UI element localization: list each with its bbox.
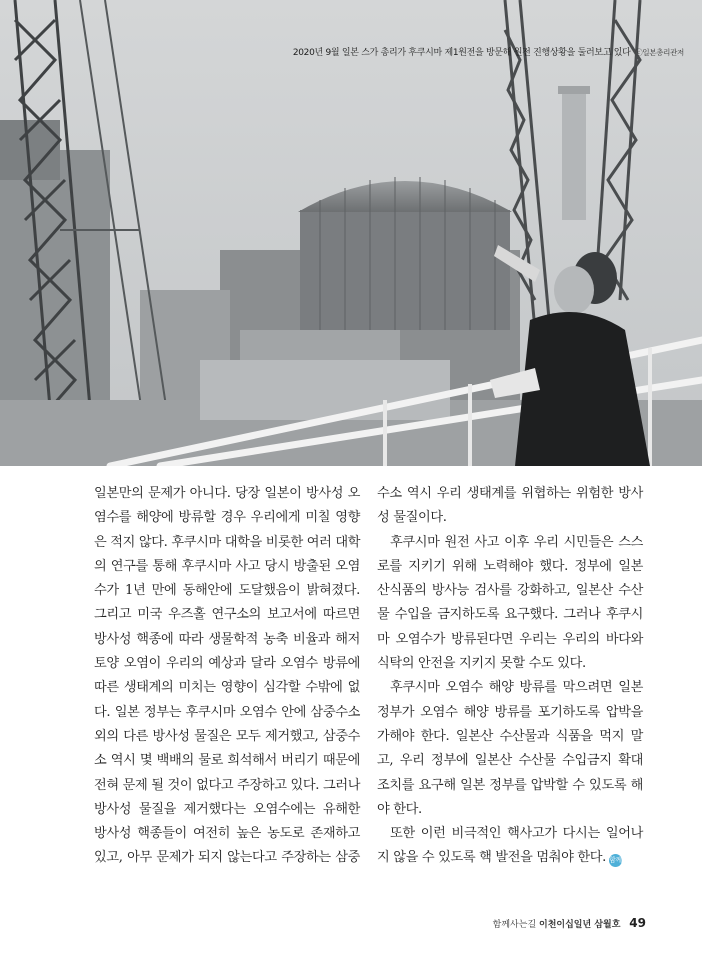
text-line: 마 오염수가 방류된다면 우리는 우리의 바다와 <box>377 631 643 647</box>
text-line: 산식품의 방사능 검사를 강화하고, 일본산 수산 <box>377 583 643 599</box>
text-line: 전혀 문제 될 것이 없다고 주장하고 있다. 그러나 <box>94 777 361 793</box>
paragraph <box>94 482 360 871</box>
text-line: 있고, 아무 문제가 되지 않는다고 주장하는 삼중 <box>94 850 360 866</box>
text-line: 또한 이런 비극적인 핵사고가 다시는 일어나 <box>390 826 643 842</box>
caption-text: 2020년 9월 일본 스가 총리가 후쿠시마 제1원전을 방문해 원전 진행상황을 둘러보고 있다 <box>292 48 631 58</box>
text-line: 염수를 해양에 방류할 경우 우리에게 미칠 영향 <box>94 510 360 526</box>
text-line: 물 수입을 금지하도록 요구했다. 그러나 후쿠시 <box>377 607 643 623</box>
page-number: 49 <box>629 916 646 930</box>
text-line: 은 적지 않다. 후쿠시마 대학을 비롯한 여러 대학 <box>94 534 361 550</box>
text-line: 외의 다른 방사성 물질은 모두 제거했고, 삼중수 <box>94 728 360 744</box>
nuclear-plant-photo <box>0 0 702 466</box>
paragraph <box>377 531 643 677</box>
text-fragment: 지 않을 수 있도록 핵 발전을 멈춰야 한다. <box>377 850 606 866</box>
paragraph <box>377 676 643 822</box>
paragraph <box>377 482 643 531</box>
magazine-name: 함께사는길 <box>492 920 537 930</box>
text-line: 가해야 한다. 일본산 수산물과 식품을 먹지 말 <box>377 728 643 744</box>
text-line: 후쿠시마 원전 사고 이후 우리 시민들은 스스 <box>390 534 643 550</box>
text-line: 소 역시 몇 백배의 물로 희석해서 버리기 때문에 <box>94 753 360 769</box>
paragraph <box>377 822 643 871</box>
text-line: 방사성 물질을 제거했다는 오염수에는 유해한 <box>94 801 360 817</box>
text-line: 다. 일본 정부는 후쿠시마 오염수 안에 삼중수소 <box>94 704 360 720</box>
text-line: 수소 역시 우리 생태계를 위협하는 위험한 방사 <box>377 486 643 501</box>
article-column-left <box>94 482 360 871</box>
text-line: 야 한다. <box>377 801 422 817</box>
text-line: 방사성 핵종에 따라 생물학적 농축 비율과 해저 <box>94 631 360 647</box>
text-line: 로를 지키기 위해 노력해야 했다. 정부에 일본 <box>377 558 643 574</box>
text-line: 방사성 핵종들이 여전히 높은 농도로 존재하고 <box>94 826 360 842</box>
text-line: 그리고 미국 우즈홀 연구소의 보고서에 따르면 <box>94 607 360 623</box>
text-line <box>377 846 643 870</box>
text-line: 성 물질이다. <box>377 510 447 526</box>
page-footer <box>493 916 646 930</box>
text-line: 후쿠시마 오염수 해양 방류를 막으려면 일본 <box>390 680 643 696</box>
text-line: 정부가 오염수 해양 방류를 포기하도록 압박을 <box>377 704 643 720</box>
photo-illustration <box>0 0 702 466</box>
issue-label: 이천이십일년 삼월호 <box>539 920 621 930</box>
text-line: 토양 오염이 우리의 예상과 달라 오염수 방류에 <box>94 656 360 672</box>
text-line: 따른 생태계의 미치는 영향이 심각할 수밖에 없 <box>94 680 360 696</box>
article-column-right <box>377 482 643 871</box>
text-line: 의 연구를 통해 후쿠시마 사고 당시 방출된 오염 <box>94 558 360 574</box>
text-line: 일본만의 문제가 아니다. 당장 일본이 방사성 오 <box>94 486 360 501</box>
end-mark-icon: 함께 <box>609 854 622 867</box>
photo-caption <box>293 45 684 58</box>
text-line: 조치를 요구해 일본 정부를 압박할 수 있도록 해 <box>377 777 643 793</box>
text-line: 고, 우리 정부에 일본산 수산물 수입금지 확대 <box>377 753 643 769</box>
text-line: 수가 1년 만에 동해안에 도달했음이 밝혀졌다. <box>94 583 360 599</box>
text-line: 식탁의 안전을 지키지 못할 수도 있다. <box>377 656 586 672</box>
photo-credit: ⓒ일본총리관저 <box>635 48 684 57</box>
